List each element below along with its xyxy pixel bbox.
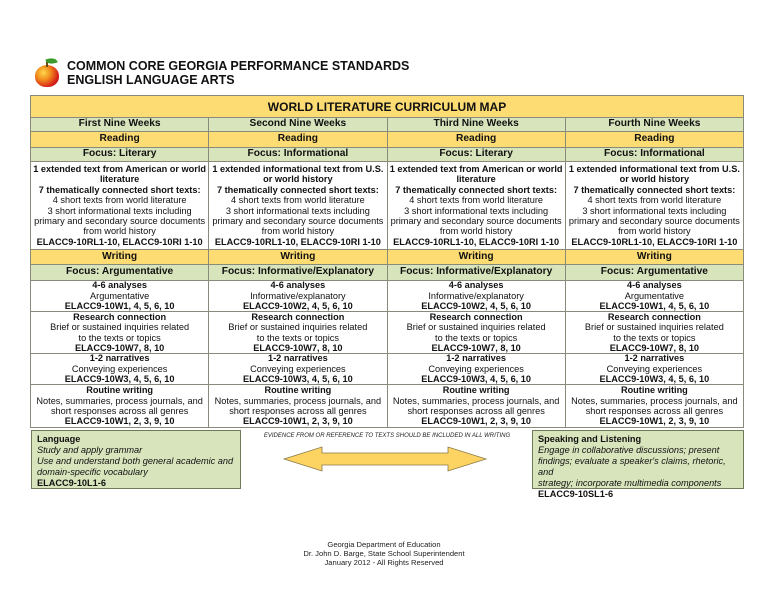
cell-title: 1-2 narratives <box>446 353 506 364</box>
footer-line: January 2012 - All Rights Reserved <box>324 558 444 568</box>
standards-code: ELACC9-10W3, 4, 5, 6, 10 <box>242 374 353 385</box>
content-line: from world history <box>439 226 513 237</box>
standards-code: ELACC9-10W2, 4, 5, 6, 10 <box>421 301 532 312</box>
cell-desc: short responses across all genres <box>407 406 545 416</box>
cell-desc: Brief or sustained inquiries related <box>50 322 190 333</box>
content-line: 7 thematically connected short texts: <box>395 184 558 195</box>
standards-code: ELACC9-10W1, 2, 3, 9, 10 <box>599 416 710 427</box>
reading-content-cell <box>209 162 387 249</box>
routine-row <box>31 385 743 427</box>
research-cell <box>566 312 743 353</box>
content-line: 4 short texts from world literature <box>587 195 722 206</box>
content-line: from world history <box>83 226 156 237</box>
standards-code: ELACC9-10RL1-10, ELACC9-10RI 1-10 <box>571 236 738 247</box>
reading-focus-row <box>31 148 743 162</box>
reading-focus: Focus: Informational <box>604 148 705 160</box>
content-line: 1 extended text from American or world <box>389 163 563 174</box>
writing-focus: Focus: Informative/Explanatory <box>388 265 566 280</box>
writing-focus-row <box>31 265 743 281</box>
standards-code: ELACC9-10W3, 4, 5, 6, 10 <box>64 374 175 385</box>
content-line: 7 thematically connected short texts: <box>573 184 736 195</box>
standards-code: ELACC9-10RL1-10, ELACC9-10RI 1-10 <box>214 236 381 247</box>
cell-desc: Argumentative <box>90 290 150 301</box>
cell-title: Routine writing <box>442 385 510 396</box>
content-line: 3 short informational texts including <box>404 205 549 216</box>
language-box <box>31 430 241 489</box>
standards-code: ELACC9-10W7, 8, 10 <box>431 342 521 353</box>
research-cell <box>31 312 209 353</box>
standards-code: ELACC9-10W7, 8, 10 <box>609 342 700 353</box>
cell-desc: Conveying experiences <box>71 363 168 374</box>
curriculum-map-table <box>30 95 744 428</box>
reading-content-cell <box>566 162 743 249</box>
week-header: Second Nine Weeks <box>209 118 387 131</box>
standards-code: ELACC9-10W1, 2, 3, 9, 10 <box>242 416 353 427</box>
evidence-note: EVIDENCE FROM OR REFERENCE TO TEXTS SHOULD BE INCLUDED IN ALL WRITING <box>263 433 511 439</box>
cell-desc: Informative/explanatory <box>428 290 524 301</box>
cell-desc: Notes, summaries, process journals, and <box>392 395 560 406</box>
reading-label: Reading <box>209 132 387 147</box>
footer-line: Dr. John D. Barge, State School Superintendent <box>303 549 465 559</box>
routine-cell <box>209 385 387 427</box>
footer-line: Georgia Department of Education <box>327 540 441 549</box>
cell-desc: Notes, summaries, process journals, and <box>36 395 203 406</box>
weeks-row <box>31 118 743 132</box>
analyses-cell <box>566 281 743 311</box>
reading-content-row <box>31 162 743 250</box>
research-row <box>31 312 743 354</box>
standards-code: ELACC9-10W1, 4, 5, 6, 10 <box>64 301 175 312</box>
content-line: from world history <box>618 226 691 237</box>
cell-desc: Brief or sustained inquiries related <box>228 322 368 333</box>
narratives-row <box>31 354 743 385</box>
week-header: First Nine Weeks <box>31 118 209 131</box>
cell-desc: Notes, summaries, process journals, and <box>571 395 738 406</box>
reading-row <box>31 132 743 148</box>
speaking-line: Engage in collaborative discussions; present <box>538 445 720 455</box>
speaking-title: Speaking and Listening <box>538 434 642 444</box>
header-line-2: ENGLISH LANGUAGE ARTS <box>67 73 235 87</box>
cell-desc: Notes, summaries, process journals, and <box>214 395 382 406</box>
language-line: Use and understand both general academic and <box>37 456 234 466</box>
cell-desc: to the texts or topics <box>78 332 161 343</box>
routine-cell <box>31 385 209 427</box>
analyses-cell <box>388 281 566 311</box>
routine-cell <box>388 385 566 427</box>
document-header <box>34 58 409 88</box>
writing-focus: Focus: Argumentative <box>600 266 708 278</box>
cell-desc: Conveying experiences <box>250 363 346 374</box>
reading-label: Reading <box>388 132 566 147</box>
writing-label: Writing <box>209 250 387 264</box>
writing-focus: Focus: Informative/Explanatory <box>209 265 387 280</box>
apple-icon <box>34 58 60 88</box>
cell-title: 1-2 narratives <box>89 353 150 364</box>
analyses-cell <box>209 281 387 311</box>
cell-desc: short responses across all genres <box>50 406 189 416</box>
content-line: 4 short texts from world literature <box>52 195 187 206</box>
map-title: WORLD LITERATURE CURRICULUM MAP <box>31 96 743 118</box>
content-line: 4 short texts from world literature <box>230 195 365 206</box>
analyses-cell <box>31 281 209 311</box>
reading-label: Reading <box>634 133 675 145</box>
standards-code: ELACC9-10W7, 8, 10 <box>253 342 343 353</box>
speaking-line: findings; evaluate a speaker's claims, rhetoric, and <box>538 456 726 477</box>
standards-code: ELACC9-10W1, 2, 3, 9, 10 <box>421 416 532 427</box>
cell-desc: Brief or sustained inquiries related <box>584 322 724 333</box>
reading-content-cell <box>388 162 566 249</box>
cell-title: 1-2 narratives <box>267 353 328 364</box>
writing-focus: Focus: Argumentative <box>31 265 209 280</box>
content-line: primary and secondary source documents <box>34 215 206 226</box>
content-line: 1 extended informational text from U.S. <box>568 163 740 174</box>
content-line: 3 short informational texts including <box>582 205 727 216</box>
content-line: from world history <box>261 226 335 237</box>
content-line: or world history <box>619 174 690 185</box>
content-line: 7 thematically connected short texts: <box>216 184 379 195</box>
cell-title: Research connection <box>607 311 701 322</box>
reading-focus: Focus: Informational <box>209 148 387 161</box>
writing-row <box>31 250 743 265</box>
standards-code: ELACC9-10W1, 4, 5, 6, 10 <box>599 301 710 312</box>
standards-code: ELACC9-10W2, 4, 5, 6, 10 <box>242 301 353 312</box>
cell-title: Routine writing <box>86 385 154 396</box>
header-line-1: COMMON CORE GEORGIA PERFORMANCE STANDARDS <box>67 59 410 73</box>
double-arrow-icon <box>282 446 488 472</box>
cell-title: Routine writing <box>620 385 688 396</box>
content-line: 3 short informational texts including <box>225 205 370 216</box>
narratives-cell <box>566 354 743 384</box>
cell-desc: Argumentative <box>624 290 684 301</box>
reading-focus: Focus: Literary <box>388 148 566 161</box>
cell-desc: to the texts or topics <box>435 332 518 343</box>
writing-label: Writing <box>636 250 672 262</box>
standards-code: ELACC9-10W1, 2, 3, 9, 10 <box>64 416 175 427</box>
content-line: primary and secondary source documents <box>390 215 562 226</box>
standards-code: ELACC9-10SL1-6 <box>538 489 614 499</box>
standards-code: ELACC9-10RL1-10, ELACC9-10RI 1-10 <box>393 236 560 247</box>
reading-label: Reading <box>31 132 209 147</box>
cell-desc: short responses across all genres <box>229 406 367 416</box>
cell-desc: Brief or sustained inquiries related <box>406 322 546 333</box>
cell-title: 4-6 analyses <box>92 280 147 291</box>
narratives-cell <box>31 354 209 384</box>
routine-cell <box>566 385 743 427</box>
cell-title: Research connection <box>73 311 167 322</box>
cell-title: Research connection <box>251 311 345 322</box>
cell-title: Research connection <box>429 311 523 322</box>
content-line: 7 thematically connected short texts: <box>38 184 201 195</box>
content-line: 4 short texts from world literature <box>409 195 544 206</box>
content-line: primary and secondary source documents <box>568 215 740 226</box>
speaking-line: strategy; incorporate multimedia components <box>538 478 722 488</box>
reading-focus: Focus: Literary <box>31 148 209 161</box>
cell-title: 4-6 analyses <box>627 280 682 291</box>
cell-title: Routine writing <box>264 385 332 396</box>
narratives-cell <box>209 354 387 384</box>
language-line: domain-specific vocabulary <box>37 467 148 477</box>
standards-code: ELACC9-10L1-6 <box>37 478 106 488</box>
page-footer <box>234 540 534 568</box>
cell-desc: to the texts or topics <box>613 332 696 343</box>
content-line: 1 extended informational text from U.S. <box>212 163 384 174</box>
content-line: or world history <box>263 174 333 185</box>
reading-content-cell <box>31 162 209 249</box>
content-line: 3 short informational texts including <box>47 205 192 216</box>
research-cell <box>209 312 387 353</box>
cell-desc: to the texts or topics <box>256 332 339 343</box>
cell-desc: Conveying experiences <box>606 363 703 374</box>
standards-code: ELACC9-10RL1-10, ELACC9-10RI 1-10 <box>36 236 203 247</box>
content-line: 1 extended text from American or world <box>33 163 206 174</box>
analyses-row <box>31 281 743 312</box>
cell-title: 4-6 analyses <box>448 280 504 291</box>
standards-code: ELACC9-10W3, 4, 5, 6, 10 <box>599 374 710 385</box>
research-cell <box>388 312 566 353</box>
cell-desc: Informative/explanatory <box>250 290 346 301</box>
week-header: Third Nine Weeks <box>388 118 566 131</box>
content-line: literature <box>99 174 140 185</box>
standards-code: ELACC9-10W7, 8, 10 <box>74 342 165 353</box>
language-title: Language <box>37 434 81 444</box>
writing-label: Writing <box>388 250 566 264</box>
week-header: Fourth Nine Weeks <box>608 118 701 130</box>
writing-label: Writing <box>31 250 209 264</box>
standards-code: ELACC9-10W3, 4, 5, 6, 10 <box>421 374 532 385</box>
speaking-listening-box <box>532 430 744 499</box>
cell-desc: Conveying experiences <box>428 363 524 374</box>
content-line: literature <box>456 174 496 185</box>
narratives-cell <box>388 354 566 384</box>
cell-title: 1-2 narratives <box>624 353 685 364</box>
header-title <box>67 59 409 87</box>
cell-desc: short responses across all genres <box>585 406 724 416</box>
cell-title: 4-6 analyses <box>270 280 326 291</box>
language-line: Study and apply grammar <box>37 445 143 455</box>
content-line: primary and secondary source documents <box>212 215 384 226</box>
